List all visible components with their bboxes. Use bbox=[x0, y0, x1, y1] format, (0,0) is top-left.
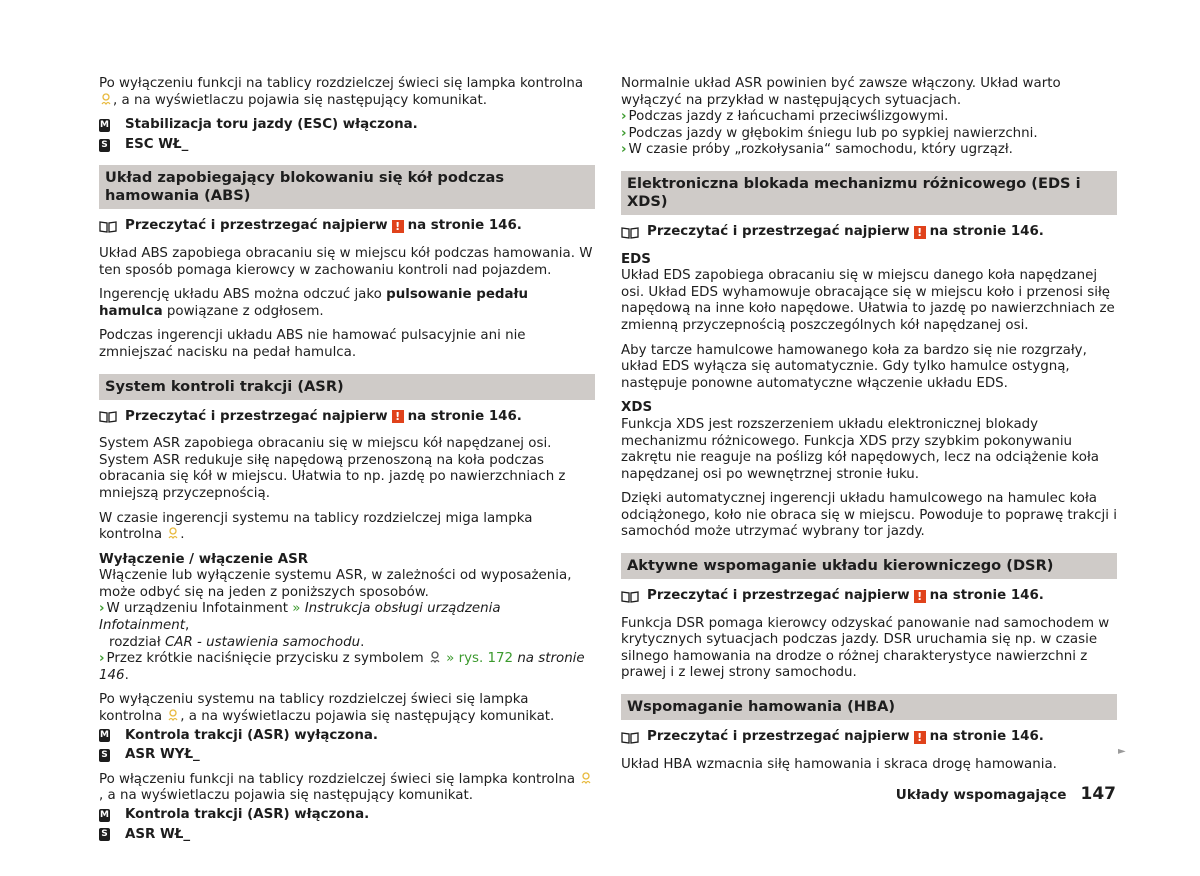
continue-arrow-icon: ► bbox=[1118, 746, 1126, 757]
page-reference[interactable]: na stronie 146. bbox=[929, 588, 1044, 604]
subheading: XDS bbox=[621, 400, 653, 416]
read-first-note bbox=[621, 224, 1117, 241]
read-first-note bbox=[621, 588, 1117, 605]
note-text: Przeczytać i przestrzegać najpierw bbox=[647, 588, 910, 604]
bullet-arrow-icon: › bbox=[99, 651, 105, 667]
message-text: Stabilizacja toru jazdy (ESC) włączona. bbox=[125, 117, 418, 133]
display-message-icon: S bbox=[99, 828, 110, 841]
warning-triangle-icon: ! bbox=[392, 410, 404, 423]
skid-lamp-icon bbox=[100, 93, 112, 105]
display-message bbox=[99, 117, 595, 134]
page-reference[interactable]: na stronie 146. bbox=[407, 408, 522, 424]
warning-triangle-icon: ! bbox=[914, 226, 926, 239]
paragraph bbox=[99, 287, 595, 320]
warning-triangle-icon: ! bbox=[914, 590, 926, 603]
book-icon bbox=[621, 731, 639, 744]
list-item bbox=[99, 651, 595, 684]
paragraph: Funkcja XDS jest rozszerzeniem układu elektronicznej blokady mechanizmu różnicowego. Funkcja XDS przy szybkim pokonywaniu zakrętu nie reaguje na poślizg kół napędowych, lecz na odciążenie koła napędzanej osi po wewnętrznej stronie łuku. bbox=[621, 416, 1100, 482]
italic-text: Instrukcja obsługi urządzenia Infotainment bbox=[99, 601, 501, 634]
message-text: Kontrola trakcji (ASR) włączona. bbox=[125, 807, 370, 822]
text: Po włączeniu funkcji na tablicy rozdzielczej świeci się lampka kontrolna bbox=[99, 771, 580, 787]
message-text: ASR WYŁ_ bbox=[125, 747, 200, 763]
text: , bbox=[185, 618, 190, 634]
display-message bbox=[99, 728, 595, 745]
text: . bbox=[360, 634, 365, 650]
display-message-icon: M bbox=[100, 119, 109, 130]
section-heading-abs: Układ zapobiegający blokowaniu się kół podczas hamowania (ABS) bbox=[99, 165, 595, 209]
paragraph bbox=[99, 511, 595, 544]
cross-reference-link[interactable]: » bbox=[292, 601, 301, 617]
paragraph: Funkcja DSR pomaga kierowcy odzyskać panowanie nad samochodem w krytycznych sytuacjach podczas jazdy. DSR uruchamia się np. w czasie silnego hamowania na drodze o różnej charakterystyce nawierzchni z prawej i z lewej strony samochodu. bbox=[621, 615, 1110, 681]
text: Ingerencję układu ABS można odczuć jako bbox=[99, 287, 387, 303]
paragraph: Włączenie lub wyłączenie systemu ASR, w zależności od wyposażenia, może odbyć się na jeden z poniższych sposobów. bbox=[99, 568, 572, 600]
page-reference[interactable]: na stronie 146. bbox=[407, 218, 522, 234]
note-text: Przeczytać i przestrzegać najpierw bbox=[647, 729, 910, 745]
text: W urządzeniu Infotainment bbox=[106, 601, 293, 617]
message-text: ESC WŁ_ bbox=[125, 136, 189, 152]
section-heading-eds: Elektroniczna blokada mechanizmu różnicowego (EDS i XDS) bbox=[621, 171, 1117, 215]
italic-text: na stronie 146 bbox=[99, 651, 585, 683]
chapter-title: Układy wspomagające bbox=[895, 787, 1067, 803]
bullet-arrow-icon: › bbox=[621, 142, 627, 158]
section-heading-asr: System kontroli trakcji (ASR) bbox=[99, 374, 595, 400]
asr-button-icon bbox=[429, 651, 441, 663]
list-item bbox=[99, 601, 595, 634]
message-text: ASR WŁ_ bbox=[125, 826, 191, 842]
display-message bbox=[99, 747, 595, 764]
bullet-arrow-icon: › bbox=[99, 601, 105, 617]
page-reference[interactable]: na stronie 146. bbox=[929, 729, 1044, 745]
bullet-arrow-icon: › bbox=[621, 109, 627, 125]
section-heading-hba: Wspomaganie hamowania (HBA) bbox=[621, 694, 1117, 720]
display-message-icon: M bbox=[100, 809, 109, 820]
list-item bbox=[621, 126, 1117, 143]
text: powiązane z odgłosem. bbox=[162, 303, 324, 319]
left-column bbox=[99, 76, 595, 846]
page-reference[interactable]: na stronie 146. bbox=[929, 223, 1044, 239]
text: Przez krótkie naciśnięcie przycisku z symbolem bbox=[106, 651, 428, 667]
read-first-note bbox=[99, 218, 595, 235]
text: , a na wyświetlaczu pojawia się następujący komunikat. bbox=[99, 788, 473, 804]
bold-text: pulsowanie pedału hamulca bbox=[99, 287, 529, 319]
note-text: Przeczytać i przestrzegać najpierw bbox=[125, 218, 388, 234]
display-message-icon: M bbox=[100, 730, 109, 741]
text: . bbox=[124, 667, 129, 683]
list-item-continued bbox=[99, 635, 595, 652]
skid-lamp-icon bbox=[167, 709, 179, 721]
subheading: EDS bbox=[621, 251, 651, 267]
cross-reference-link[interactable]: » rys. 172 bbox=[441, 651, 514, 667]
bullet-arrow-icon: › bbox=[621, 125, 627, 141]
text: , a na wyświetlaczu pojawia się następujący komunikat. bbox=[113, 92, 487, 108]
text: Podczas jazdy w głębokim śniegu lub po sypkiej nawierzchni. bbox=[628, 125, 1038, 141]
text: rozdział bbox=[109, 634, 165, 650]
italic-text: CAR - ustawienia samochodu bbox=[164, 634, 361, 650]
text: . bbox=[180, 527, 185, 543]
paragraph: Podczas ingerencji układu ABS nie hamować pulsacyjnie ani nie zmniejszać nacisku na pedał hamulca. bbox=[99, 328, 526, 360]
esc-intro bbox=[99, 76, 595, 109]
book-icon bbox=[621, 226, 639, 239]
text: Podczas jazdy z łańcuchami przeciwślizgowymi. bbox=[628, 109, 949, 125]
skid-lamp-icon bbox=[580, 772, 592, 784]
paragraph: Aby tarcze hamulcowe hamowanego koła za bardzo się nie rozgrzały, układ EDS wyłącza się automatycznie. Gdy tylko hamulce ostygną, następuje ponowne automatyczne włączenie układu EDS. bbox=[621, 342, 1087, 391]
message-text: Kontrola trakcji (ASR) wyłączona. bbox=[125, 727, 379, 743]
book-icon bbox=[99, 410, 117, 423]
text: Po wyłączeniu funkcji na tablicy rozdzielczej świeci się lampka kontrolna bbox=[99, 76, 584, 91]
note-text: Przeczytać i przestrzegać najpierw bbox=[647, 223, 910, 239]
text: W czasie próby „rozkołysania“ samochodu, który ugrzązł. bbox=[628, 142, 1013, 158]
text: , a na wyświetlaczu pojawia się następujący komunikat. bbox=[180, 709, 555, 725]
read-first-note bbox=[99, 409, 595, 426]
book-icon bbox=[99, 220, 117, 233]
read-first-note bbox=[621, 729, 1117, 746]
subheading: Wyłączenie / włączenie ASR bbox=[99, 551, 309, 567]
warning-triangle-icon: ! bbox=[914, 731, 926, 744]
right-column bbox=[621, 76, 1117, 781]
display-message bbox=[99, 137, 595, 154]
paragraph bbox=[99, 772, 595, 805]
paragraph: Układ EDS zapobiega obracaniu się w miejscu danego koła napędzanej osi. Układ EDS wyhamowuje obracające się w miejscu koło i przenosi siłę napędową na inne koło napędowe. Ułatwia to jazdę po nawierzchniach ze zmienną przyczepnością poszczególnych kół napędzanej osi. bbox=[621, 268, 1115, 333]
list-item bbox=[621, 109, 1117, 126]
display-message-icon: S bbox=[99, 139, 110, 152]
paragraph: Układ HBA wzmacnia siłę hamowania i skraca drogę hamowania. bbox=[621, 756, 1057, 772]
skid-lamp-icon bbox=[167, 527, 179, 539]
paragraph bbox=[99, 692, 595, 725]
display-message bbox=[99, 827, 595, 844]
display-message-icon: S bbox=[99, 749, 110, 762]
paragraph: Normalnie układ ASR powinien być zawsze włączony. Układ warto wyłączyć na przykład w następujących sytuacjach. bbox=[621, 76, 1061, 108]
paragraph: System ASR zapobiega obracaniu się w miejscu kół napędzanej osi. System ASR redukuje siłę napędową przenoszoną na koła podczas obracania się kół w miejscu. Ułatwia to np. jazdę po nawierzchniach z mniejszą przyczepnością. bbox=[99, 436, 566, 501]
text: W czasie ingerencji systemu na tablicy rozdzielczej miga lampka kontrolna bbox=[99, 510, 533, 543]
paragraph: Układ ABS zapobiega obracaniu się w miejscu kół podczas hamowania. W ten sposób pomaga kierowcy w zachowaniu kontroli nad pojazdem. bbox=[99, 245, 593, 278]
page-footer bbox=[896, 786, 1116, 804]
display-message bbox=[99, 807, 595, 824]
list-item bbox=[621, 142, 1117, 159]
book-icon bbox=[621, 590, 639, 603]
paragraph: Dzięki automatycznej ingerencji układu hamulcowego na hamulec koła odciążonego, koło nie obraca się w miejscu. Powoduje to poprawę trakcji i samochód może utrzymać wybrany tor jazdy. bbox=[621, 491, 1117, 540]
section-heading-dsr: Aktywne wspomaganie układu kierowniczego (DSR) bbox=[621, 553, 1117, 579]
text: Po wyłączeniu systemu na tablicy rozdzielczej świeci się lampka kontrolna bbox=[99, 692, 529, 725]
note-text: Przeczytać i przestrzegać najpierw bbox=[125, 408, 388, 424]
page-number: 147 bbox=[1080, 784, 1116, 804]
warning-triangle-icon: ! bbox=[392, 220, 404, 233]
